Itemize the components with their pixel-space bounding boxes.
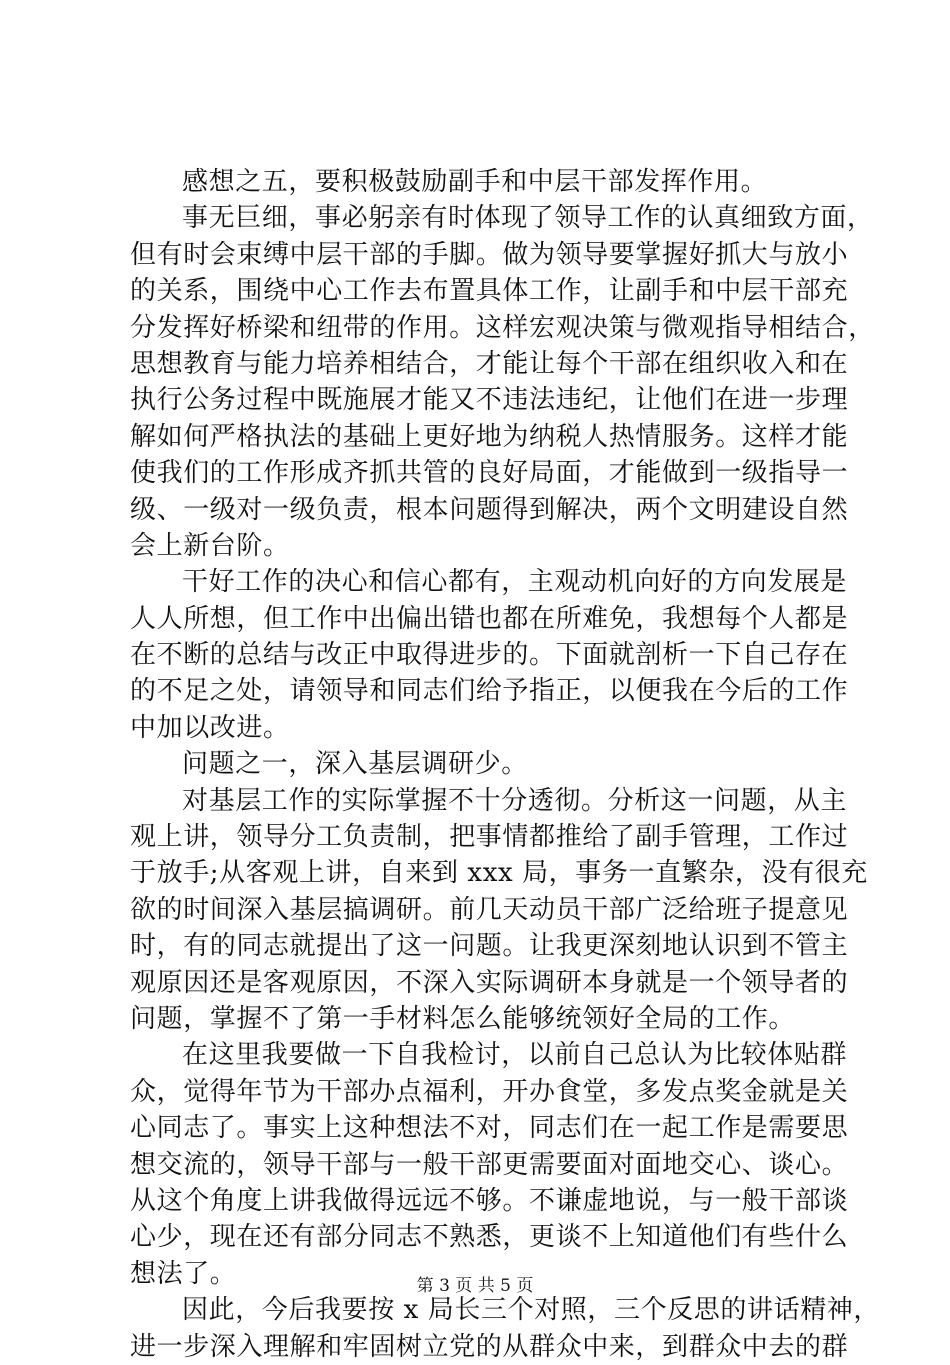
text-line: 心同志了。事实上这种想法不对，同志们在一起工作是需要思	[130, 1113, 849, 1144]
text-line: 思想教育与能力培养相结合，才能让每个干部在组织收入和在	[130, 348, 849, 379]
text-line: 观原因还是客观原因，不深入实际调研本身就是一个领导者的	[130, 967, 849, 998]
text-line: 的关系，围绕中心工作去布置具体工作，让副手和中层干部充	[130, 276, 849, 307]
text-line: 中加以改进。	[130, 712, 290, 743]
text-line: 时，有的同志就提出了这一问题。让我更深刻地认识到不管主	[130, 931, 849, 962]
text-line: 于放手;从客观上讲，自来到 xxx 局，事务一直繁杂，没有很充	[130, 858, 868, 889]
text-line: 但有时会束缚中层干部的手脚。做为领导要掌握好抓大与放小	[130, 239, 849, 270]
text-line: 事无巨细，事必躬亲有时体现了领导工作的认真细致方面，	[182, 203, 874, 234]
text-line: 从这个角度上讲我做得远远不够。不谦虚地说，与一般干部谈	[130, 1185, 849, 1216]
text-line: 的不足之处，请领导和同志们给予指正，以便我在今后的工作	[130, 676, 849, 707]
document-body	[130, 164, 880, 1365]
text-line: 感想之五，要积极鼓励副手和中层干部发挥作用。	[182, 167, 768, 197]
text-line: 问题之一，深入基层调研少。	[182, 749, 528, 780]
text-line: 因此，今后我要按 x 局长三个对照，三个反思的讲话精神，	[182, 1295, 880, 1326]
page-number-footer: 第 3 页 共 5 页	[416, 1276, 534, 1296]
text-line: 解如何严格执法的基础上更好地为纳税人热情服务。这样才能	[130, 421, 849, 452]
text-line: 在这里我要做一下自我检讨，以前自己总认为比较体贴群	[182, 1040, 848, 1071]
text-line: 心少，现在还有部分同志不熟悉，更谈不上知道他们有些什么	[130, 1222, 849, 1253]
text-line: 分发挥好桥梁和纽带的作用。这样宏观决策与微观指导相结合，	[130, 312, 875, 343]
text-line: 对基层工作的实际掌握不十分透彻。分析这一问题，从主	[182, 785, 848, 816]
text-line: 干好工作的决心和信心都有，主观动机向好的方向发展是	[182, 567, 848, 598]
text-line: 人人所想，但工作中出偏出错也都在所难免，我想每个人都是	[130, 603, 849, 634]
text-line: 想交流的，领导干部与一般干部更需要面对面地交心、谈心。	[130, 1149, 849, 1180]
text-line: 问题，掌握不了第一手材料怎么能够统领好全局的工作。	[130, 1003, 796, 1034]
text-line: 观上讲，领导分工负责制，把事情都推给了副手管理，工作过	[130, 822, 849, 853]
text-line: 执行公务过程中既施展才能又不违法违纪，让他们在进一步理	[130, 385, 849, 416]
text-line: 众，觉得年节为干部办点福利，开办食堂，多发点奖金就是关	[130, 1076, 849, 1107]
text-line: 欲的时间深入基层搞调研。前几天动员干部广泛给班子提意见	[130, 894, 849, 925]
text-line: 会上新台阶。	[130, 530, 290, 561]
text-line: 使我们的工作形成齐抓共管的良好局面，才能做到一级指导一	[130, 458, 849, 489]
text-line: 进一步深入理解和牢固树立党的从群众中来，到群众中去的群	[130, 1331, 849, 1362]
text-line: 级、一级对一级负责，根本问题得到解决，两个文明建设自然	[130, 494, 849, 525]
text-line: 想法了。	[130, 1258, 237, 1289]
text-line: 在不断的总结与改正中取得进步的。下面就剖析一下自己存在	[130, 640, 849, 671]
